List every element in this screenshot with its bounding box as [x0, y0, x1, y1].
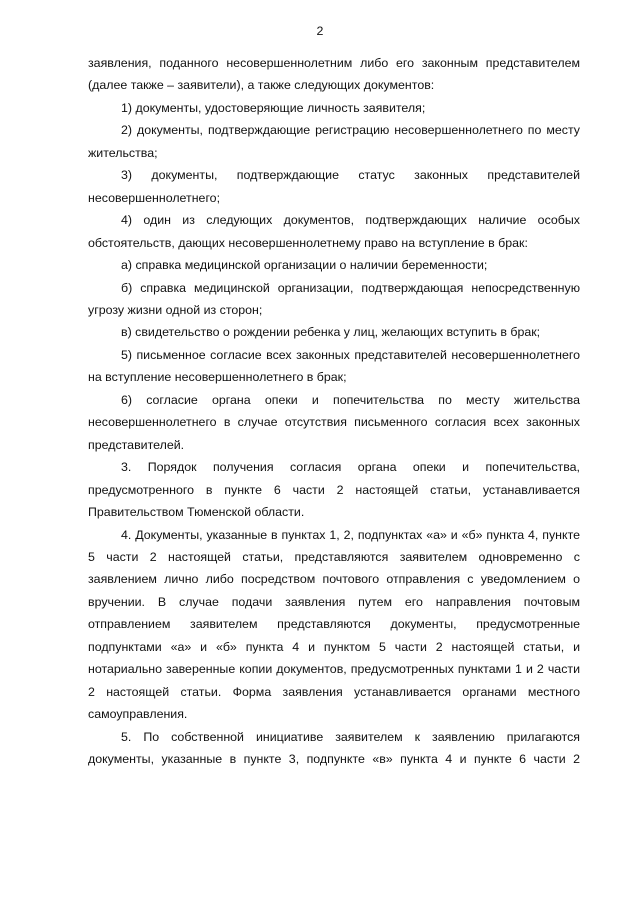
- paragraph-5: 5. По собственной инициативе заявителем к заявлению прилагаются документы, указанные в пункте 3, подпункте «в» пункта 4 и пункте 6 части 2: [88, 729, 580, 767]
- list-item-6: 6) согласие органа опеки и попечительства по месту жительства несовершеннолетнего в случае отсутствия письменного согласия всех законных представителей.: [88, 392, 580, 452]
- sub-item-a: а) справка медицинской организации о наличии беременности;: [121, 258, 488, 273]
- paragraph-3: 3. Порядок получения согласия органа опеки и попечительства, предусмотренного в пункте 6 части 2 настоящей статьи, устанавливается Правительством Тюменской области.: [88, 460, 580, 520]
- list-item-3: 3) документы, подтверждающие статус законных представителей несовершеннолетнего;: [88, 168, 580, 205]
- document-body: [88, 52, 580, 771]
- paragraph-4: 4. Документы, указанные в пунктах 1, 2, подпунктах «а» и «б» пункта 4, пункте 5 части 2 настоящей статьи, представляются заявителем одновременно с заявлением лично либо посредством почтового отправления с уведомлением о вручении. В случае подачи заявления путем его направления почтовым отправлением заявителем представляются документы, предусмотренные подпунктами «а» и «б» пункта 4 и пунктом 5 части 2 настоящей статьи, и нотариально заверенные копии документов, предусмотренных пунктами 1 и 2 части 2 настоящей статьи. Форма заявления устанавливается органами местного самоуправления.: [88, 527, 580, 722]
- paragraph-continuation: заявления, поданного несовершеннолетним либо его законным представителем (далее также – заявители), а также следующих документов:: [88, 56, 580, 93]
- list-item-4: 4) один из следующих документов, подтверждающих наличие особых обстоятельств, дающих несовершеннолетнему право на вступление в брак:: [88, 213, 580, 250]
- list-item-1: 1) документы, удостоверяющие личность заявителя;: [121, 100, 426, 115]
- sub-item-v: в) свидетельство о рождении ребенка у лиц, желающих вступить в брак;: [121, 325, 541, 340]
- list-item-2: 2) документы, подтверждающие регистрацию несовершеннолетнего по месту жительства;: [88, 123, 580, 160]
- list-item-5: 5) письменное согласие всех законных представителей несовершеннолетнего на вступление несовершеннолетнего в брак;: [88, 347, 580, 385]
- sub-item-b: б) справка медицинской организации, подтверждающая непосредственную угрозу жизни одной из сторон;: [88, 280, 580, 317]
- page-number: 2: [316, 24, 324, 38]
